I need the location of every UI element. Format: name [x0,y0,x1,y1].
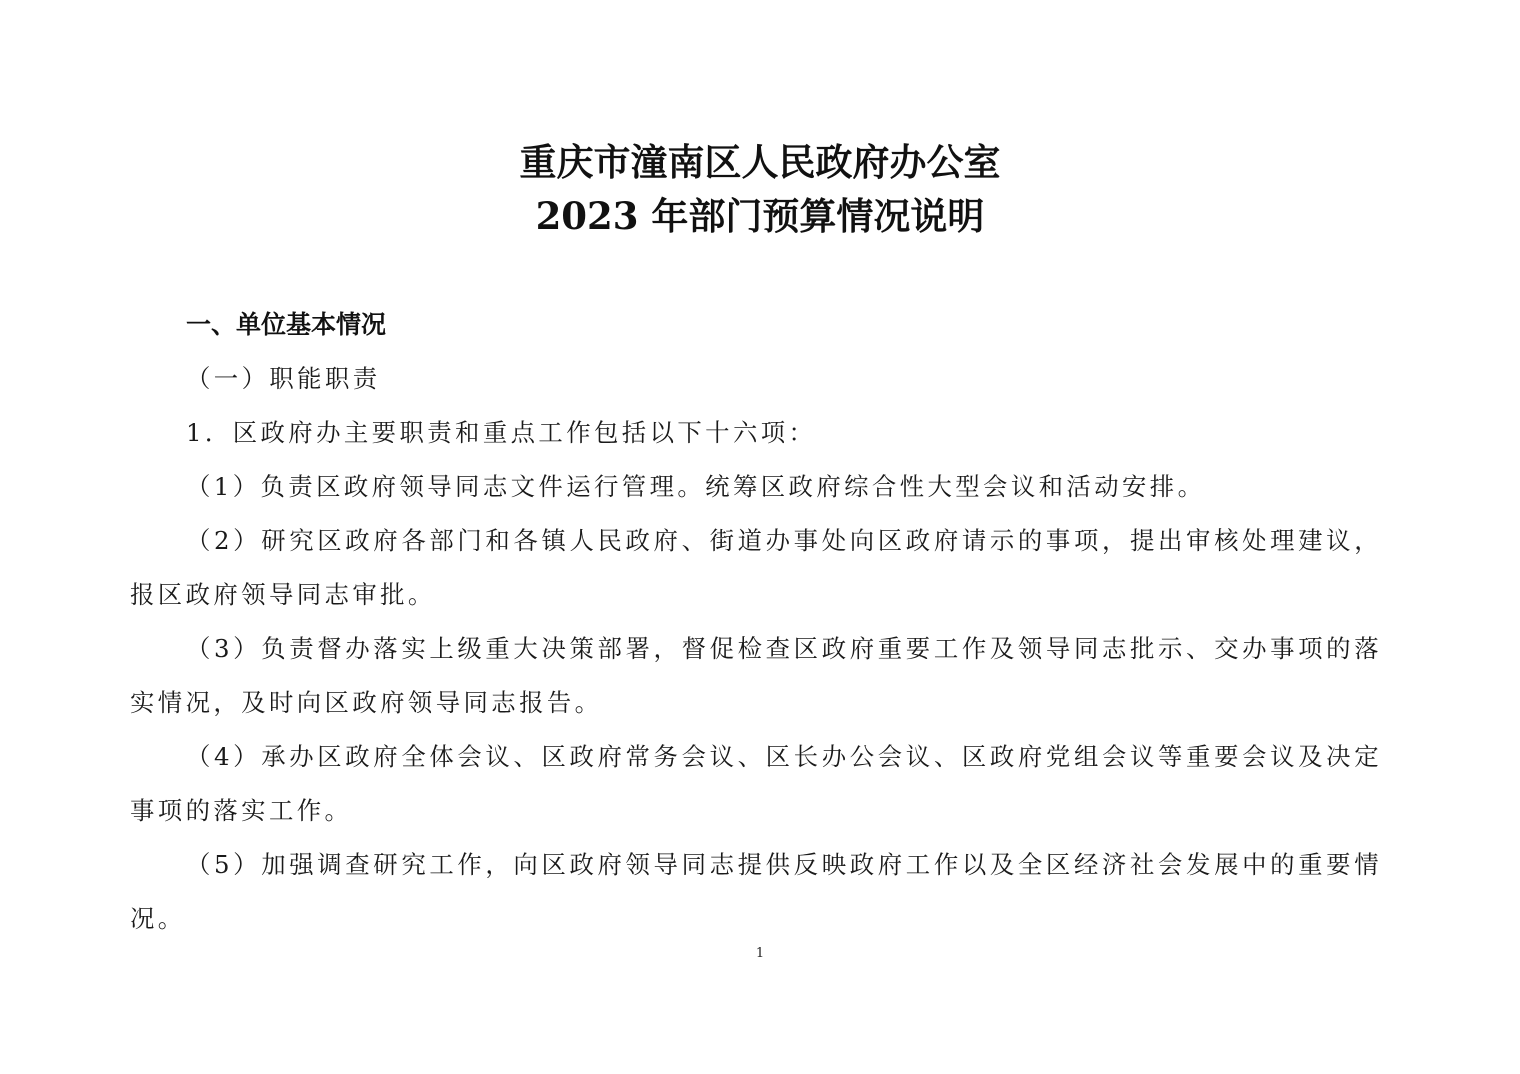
body-text [130,406,1382,946]
section-heading: 一、单位基本情况 [186,310,387,339]
title-line-1: 重庆市潼南区人民政府办公室 [519,140,1001,184]
page-number: 1 [755,946,765,961]
paragraph: （4）承办区政府全体会议、区政府常务会议、区长办公会议、区政府党组会议等重要会议及决定事项的落实工作。 [130,742,1382,825]
paragraph: （2）研究区政府各部门和各镇人民政府、街道办事处向区政府请示的事项，提出审核处理建议，报区政府领导同志审批。 [130,526,1382,609]
title-line-2: 2023 年部门预算情况说明 [535,194,985,238]
paragraph: 1．区政府办主要职责和重点工作包括以下十六项： [186,418,817,447]
document-title [0,135,1520,243]
paragraph: （5）加强调查研究工作，向区政府领导同志提供反映政府工作以及全区经济社会发展中的重要情况。 [130,850,1382,933]
paragraph: （3）负责督办落实上级重大决策部署，督促检查区政府重要工作及领导同志批示、交办事项的落实情况，及时向区政府领导同志报告。 [130,634,1382,717]
paragraph: （1）负责区政府领导同志文件运行管理。统筹区政府综合性大型会议和活动安排。 [186,472,1206,501]
subsection-heading: （一）职能职责 [186,364,381,393]
